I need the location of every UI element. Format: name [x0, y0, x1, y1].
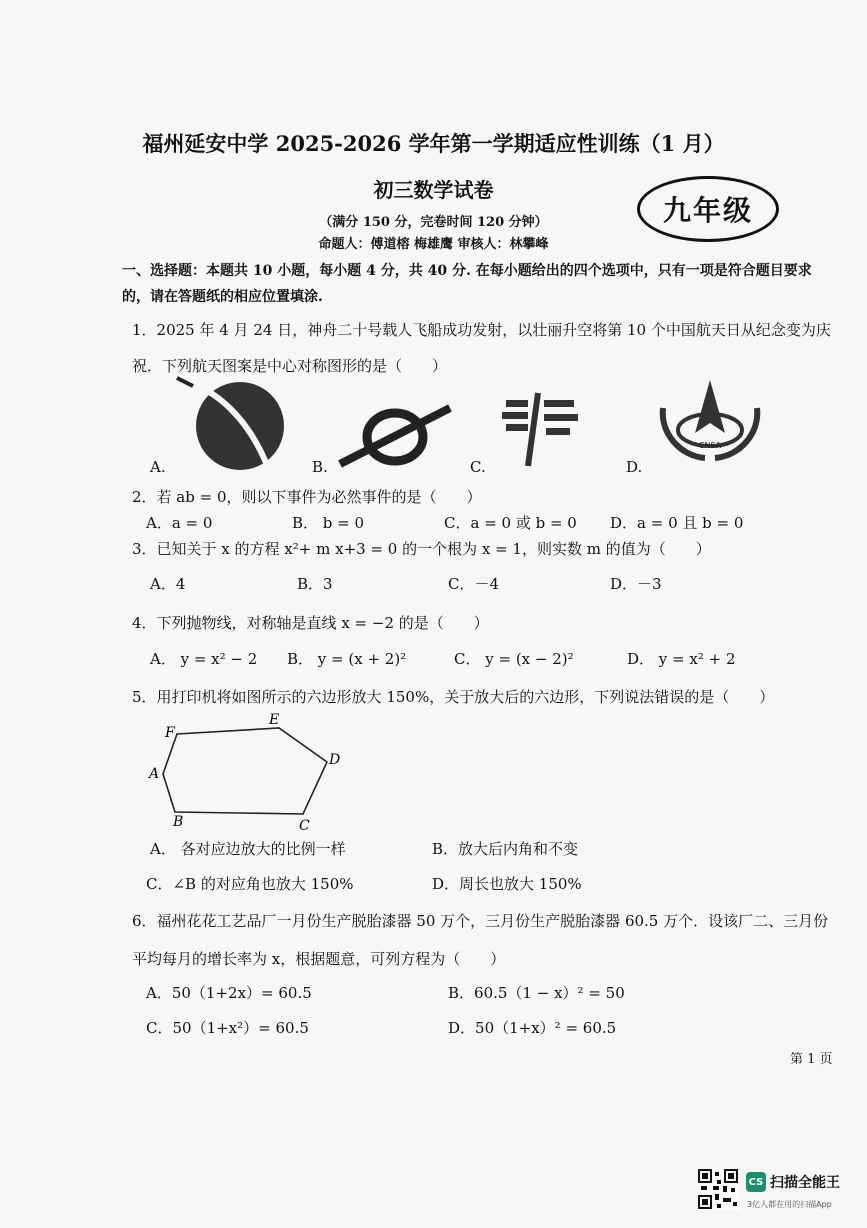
question-4-stem: 4．下列抛物线，对称轴是直线 x = −2 的是（ ）: [132, 614, 489, 632]
authors: 命题人：傅道榕 梅雄鹰 审核人：林攀峰: [318, 237, 549, 252]
q5-option-c: C．∠B 的对应角也放大 150%: [146, 875, 354, 893]
q6-option-a: A．50（1+2x）= 60.5: [146, 984, 312, 1002]
vertex-e: E: [269, 712, 280, 728]
exam-subtitle: 初三数学试卷: [373, 178, 494, 202]
q2-option-c: C．a = 0 或 b = 0: [444, 514, 577, 532]
q4-option-a: A． y = x² − 2: [150, 650, 258, 668]
q2-option-b: B． b = 0: [292, 514, 365, 532]
q1-option-a: A.: [150, 458, 166, 476]
question-2-stem: 2．若 ab = 0，则以下事件为必然事件的是（ ）: [132, 488, 482, 506]
vertex-f: F: [165, 725, 175, 741]
q1-option-c: C.: [470, 458, 486, 476]
logo-d-label: CNSA: [698, 441, 722, 450]
vertex-c: C: [299, 818, 310, 834]
question-6-text: 6．福州花花工艺品厂一月份生产脱胎漆器 50 万个，三月份生产脱胎漆器 60.5 万个．设该厂二、三月份平均每月的增长率为 x，根据题意，可列方程为（ ）: [132, 912, 829, 968]
question-3-stem: 3．已知关于 x 的方程 x²+ m x+3 = 0 的一个根为 x = 1，则实数 m 的值为（ ）: [132, 540, 711, 558]
q4-option-c: C． y = (x − 2)²: [454, 650, 574, 668]
app-tagline: 3亿人都在用的扫描App: [747, 1200, 832, 1209]
question-1-text: 1．2025 年 4 月 24 日，神舟二十号载人飞船成功发射，以壮丽升空将第 10 个中国航天日从纪念变为庆祝．下列航天图案是中心对称图形的是（ ）: [132, 321, 831, 375]
vertex-d: D: [329, 752, 341, 768]
q1-option-d: D.: [626, 458, 643, 476]
q6-option-d: D．50（1+x）² = 60.5: [448, 1019, 617, 1037]
cs-app-logo: CS: [746, 1172, 766, 1192]
q6-option-c: C．50（1+x²）= 60.5: [146, 1019, 309, 1037]
q6-option-b: B．60.5（1 − x）² = 50: [448, 984, 625, 1002]
q3-option-b: B．3: [297, 575, 333, 593]
q2-option-a: A．a = 0: [146, 514, 213, 532]
score-time: （满分 150 分，完卷时间 120 分钟）: [319, 215, 548, 230]
logo-a-figure: [175, 378, 295, 473]
q1-option-b: B.: [312, 458, 328, 476]
q5-option-a: A． 各对应边放大的比例一样: [150, 840, 346, 858]
vertex-b: B: [173, 814, 184, 830]
page-number: 第 1 页: [790, 1052, 833, 1067]
hexagon-figure: [145, 712, 355, 832]
qr-code-icon: [697, 1168, 739, 1210]
grade-badge: 九年级: [637, 176, 779, 242]
exam-title: 福州延安中学 2025-2026 学年第一学期适应性训练（1 月）: [142, 131, 725, 156]
question-5-stem: 5．用打印机将如图所示的六边形放大 150%，关于放大后的六边形，下列说法错误的是（ ）: [132, 688, 775, 706]
vertex-a: A: [149, 766, 160, 782]
q5-option-b: B．放大后内角和不变: [432, 840, 579, 858]
q2-option-d: D．a = 0 且 b = 0: [610, 514, 744, 532]
q3-option-a: A．4: [150, 575, 186, 593]
q4-option-b: B． y = (x + 2)²: [287, 650, 407, 668]
q3-option-d: D．－3: [610, 575, 662, 593]
q3-option-c: C．－4: [448, 575, 500, 593]
logo-b-figure: [340, 402, 450, 472]
section-heading: 一、选择题：本题共 10 小题，每小题 4 分，共 40 分. 在每小题给出的四个选项中，只有一项是符合题目要求的，请在答题纸的相应位置填涂.: [122, 263, 812, 305]
q4-option-d: D． y = x² + 2: [627, 650, 736, 668]
q5-option-d: D．周长也放大 150%: [432, 875, 582, 893]
logo-c-figure: [498, 388, 588, 468]
app-name: 扫描全能王: [770, 1175, 840, 1191]
logo-d-figure: [655, 378, 765, 463]
